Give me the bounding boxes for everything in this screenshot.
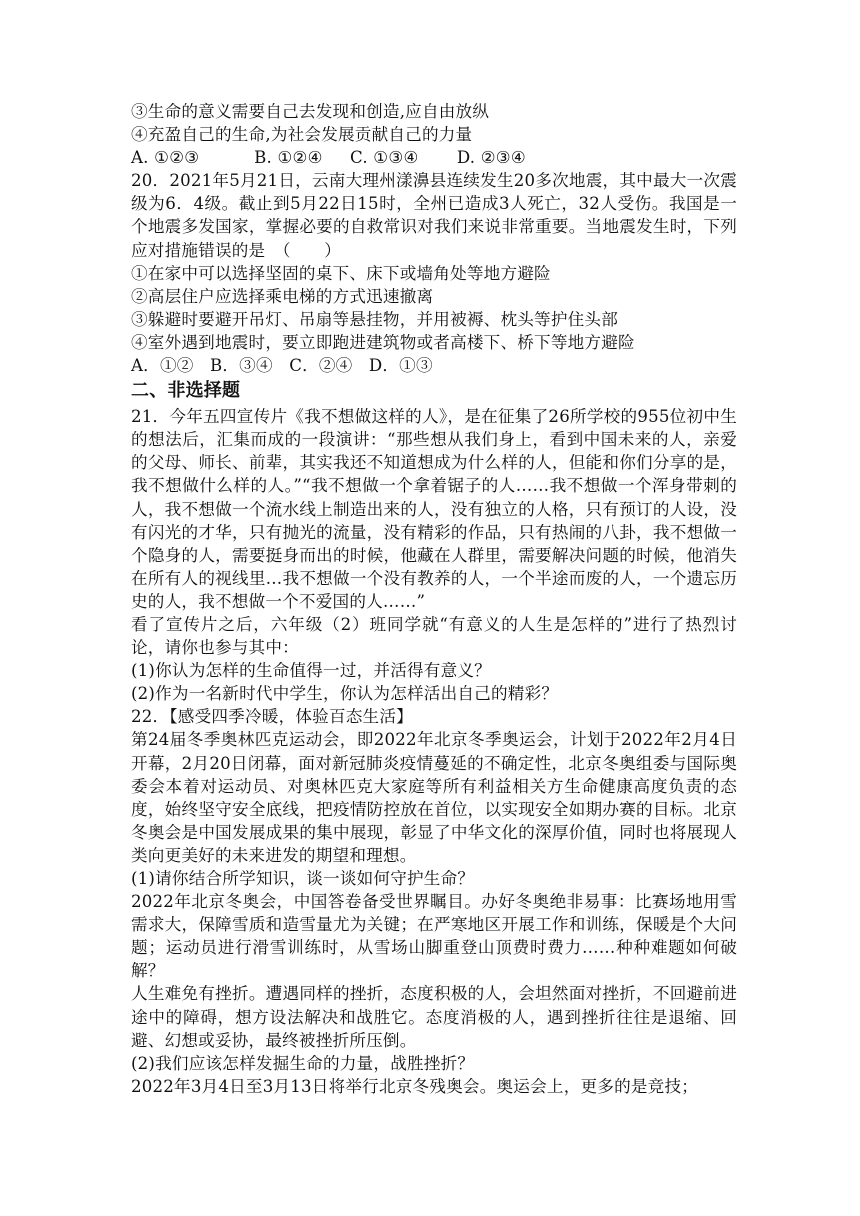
section-heading: 二、非选择题 bbox=[131, 380, 241, 402]
document-body bbox=[131, 100, 737, 1098]
q20-item-4: ④室外遇到地震时，要立即跑进建筑物或者高楼下、桥下等地方避险 bbox=[131, 332, 635, 352]
q21-stem: 21．今年五四宣传片《我不想做这样的人》，是在征集了26所学校的955位初中生的想法后，汇集而成的一段演讲：“那些想从我们身上，看到中国未来的人，亲爱的父母、师长、前辈，其实我还不知道想成为什么样的人，但能和你们分享的是，我不想做什么样的人。”“我不想做一个拿着锯子的人……我不想做一个浑身带刺的人，我不想做一个流水线上制造出来的人，没有独立的人格，只有预订的人设，没有闪光的才华，只有抛光的流量，没有精彩的作品，只有热闹的八卦，我不想做一个隐身的人，需要挺身而出的时候，他藏在人群里，需要解决问题的时候，他消失在所有人的视线里…我不想做一个没有教养的人，一个半途而废的人，一个遗忘历史的人，我不想做一个不爱国的人……” bbox=[131, 407, 737, 611]
q20-item-3: ③躲避时要避开吊灯、吊扇等悬挂物，并用被褥、枕头等护住头部 bbox=[131, 309, 619, 329]
q19-options: A. ①②③ B. ①②④ C. ①③④ D. ②③④ bbox=[131, 148, 526, 168]
q21-prompt: 看了宣传片之后，六年级（2）班同学就“有意义的人生是怎样的”进行了热烈讨论，请你也参与其中： bbox=[131, 614, 737, 658]
q20-options: A．①② B．③④ C．②④ D．①③ bbox=[131, 356, 433, 376]
q20-item-2: ②高层住户应选择乘电梯的方式迅速撤离 bbox=[131, 286, 434, 306]
q20-stem: 20．2021年5月21日，云南大理州漾濞县连续发生20多次地震，其中最大一次震级为6．4级。截止到5月22日15时，全州已造成3人死亡，32人受伤。我国是一个地震多发国家，掌握必要的自救常识对我们来说非常重要。当地震发生时，下列应对措施错误的是 （ ） bbox=[131, 171, 737, 260]
q22-paragraph-2: 2022年北京冬奥会，中国答卷备受世界瞩目。办好冬奥绝非易事：比赛场地用雪需求大，保障雪质和造雪量尤为关键；在严寒地区开展工作和训练，保暖是个大问题；运动员进行滑雪训练时，从雪场山脚重登山顶费时费力……种种难题如何破解？ bbox=[131, 892, 737, 981]
q22-title: 22．【感受四季冷暖，体验百态生活】 bbox=[131, 707, 413, 727]
q19-item-4: ④充盈自己的生命,为社会发展贡献自己的力量 bbox=[131, 125, 473, 145]
q19-item-3: ③生命的意义需要自己去发现和创造,应自由放纵 bbox=[131, 102, 490, 121]
q21-sub-question-1: (1)你认为怎样的生命值得一过，并活得有意义？ bbox=[131, 661, 491, 681]
q21-sub-question-2: (2)作为一名新时代中学生，你认为怎样活出自己的精彩？ bbox=[131, 684, 559, 704]
q22-sub-question-2: (2)我们应该怎样发掘生命的力量，战胜挫折？ bbox=[131, 1053, 475, 1073]
q20-item-1: ①在家中可以选择坚固的桌下、床下或墙角处等地方避险 bbox=[131, 263, 551, 283]
q22-paragraph-1: 第24届冬季奥林匹克运动会，即2022年北京冬季奥运会，计划于2022年2月4日开幕，2月20日闭幕，面对新冠肺炎疫情蔓延的不确定性，北京冬奥组委与国际奥委会本着对运动员、对奥林匹克大家庭等所有利益相关方生命健康高度负责的态度，始终坚守安全底线，把疫情防控放在首位，以实现安全如期办赛的目标。北京冬奥会是中国发展成果的集中展现，彰显了中华文化的深厚价值，同时也将展现人类向更美好的未来进发的期望和理想。 bbox=[131, 730, 737, 865]
q22-sub-question-1: (1)请你结合所学知识，谈一谈如何守护生命？ bbox=[131, 869, 475, 888]
q22-paragraph-3: 人生难免有挫折。遭遇同样的挫折，态度积极的人，会坦然面对挫折，不回避前进途中的障碍，想方设法解决和战胜它。态度消极的人，遇到挫折往往是退缩、回避、幻想或妥协，最终被挫折所压倒。 bbox=[131, 984, 737, 1050]
q22-paragraph-4: 2022年3月4日至3月13日将举行北京冬残奥会。奥运会上，更多的是竞技； bbox=[131, 1076, 699, 1096]
